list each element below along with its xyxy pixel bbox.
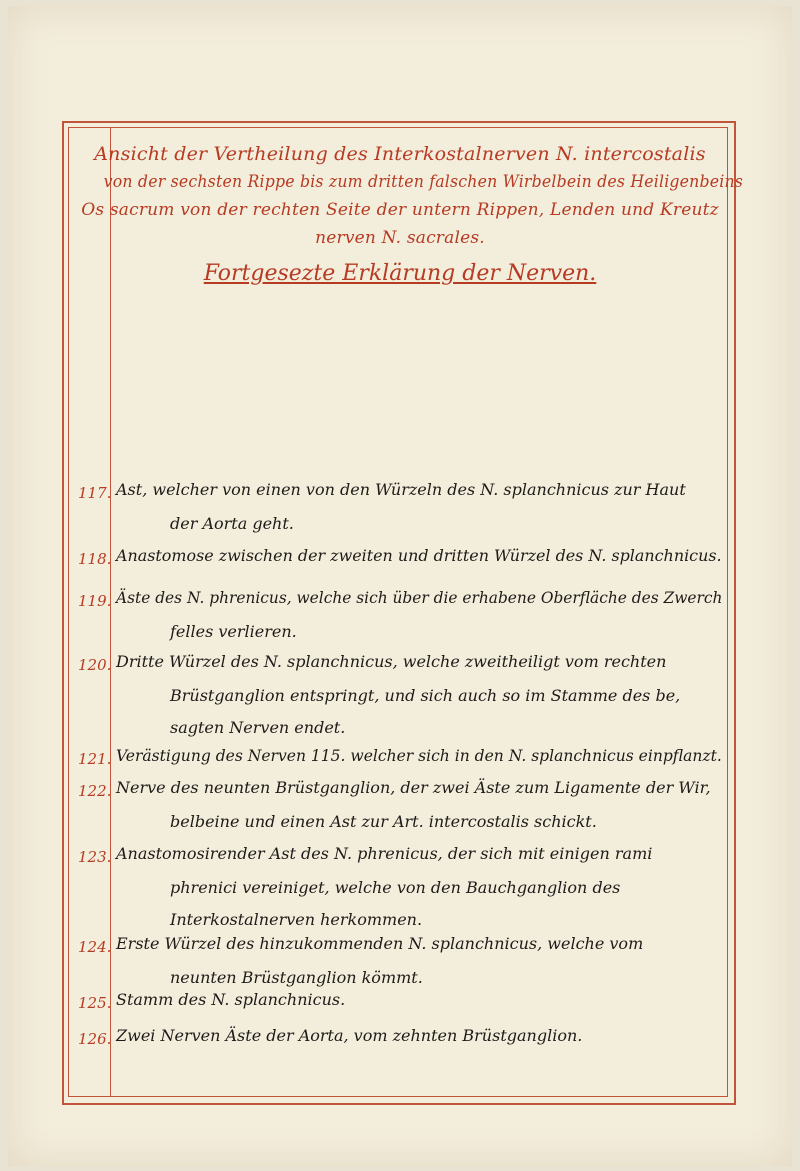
entry-text: Anastomosirender Ast des N. phrenicus, der sich mit einigen rami	[116, 844, 653, 863]
entry-text: Stamm des N. splanchnicus.	[116, 990, 346, 1009]
entry-number: 123.	[78, 848, 112, 866]
entry-text: Äste des N. phrenicus, welche sich über die erhabene Oberfläche des Zwerch	[116, 588, 723, 607]
title-block	[80, 140, 744, 292]
entry-text: Brüstganglion entspringt, und sich auch so im Stamme des be,	[170, 686, 681, 705]
entry-text: der Aorta geht.	[170, 514, 294, 533]
entry-number: 118.	[78, 550, 112, 568]
title-line-2: von der sechsten Rippe bis zum dritten falschen Wirbelbein des Heiligenbeins	[103, 172, 744, 192]
entry-number: 119.	[78, 592, 112, 610]
entry-text: Erste Würzel des hinzukommenden N. splanchnicus, welche vom	[116, 934, 644, 953]
entry-text: Anastomose zwischen der zweiten und dritten Würzel des N. splanchnicus.	[116, 546, 722, 565]
entry-text: Zwei Nerven Äste der Aorta, vom zehnten Brüstganglion.	[116, 1026, 583, 1045]
title-line-4: nerven N. sacrales.	[315, 228, 485, 248]
entry-number: 126.	[78, 1030, 112, 1048]
entry-text: neunten Brüstganglion kömmt.	[170, 968, 423, 987]
entry-number: 122.	[78, 782, 112, 800]
title-line-3: Os sacrum von der rechten Seite der untern Rippen, Lenden und Kreutz	[81, 200, 719, 220]
page-subtitle: Fortgesezte Erklärung der Nerven.	[203, 261, 597, 286]
entry-text: Ast, welcher von einen von den Würzeln des N. splanchnicus zur Haut	[116, 480, 686, 499]
entry-text: Dritte Würzel des N. splanchnicus, welche zweitheiligt vom rechten	[116, 652, 667, 671]
entry-number: 125.	[78, 994, 112, 1012]
entry-text: phrenici vereiniget, welche von den Bauchganglion des	[170, 878, 621, 897]
entry-text: Verästigung des Nerven 115. welcher sich in den N. splanchnicus einpflanzt.	[116, 746, 722, 765]
entry-number: 124.	[78, 938, 112, 956]
entry-text: Interkostalnerven herkommen.	[170, 910, 423, 929]
entry-text: Nerve des neunten Brüstganglion, der zwei Äste zum Ligamente der Wir,	[116, 778, 711, 797]
entry-number: 117.	[78, 484, 112, 502]
entry-text: felles verlieren.	[170, 622, 297, 641]
entry-text: belbeine und einen Ast zur Art. intercostalis schickt.	[170, 812, 597, 831]
title-line-1: Ansicht der Vertheilung des Interkostalnerven N. intercostalis	[94, 143, 706, 165]
entry-number: 120.	[78, 656, 112, 674]
entry-number: 121.	[78, 750, 112, 768]
entry-text: sagten Nerven endet.	[170, 718, 346, 737]
